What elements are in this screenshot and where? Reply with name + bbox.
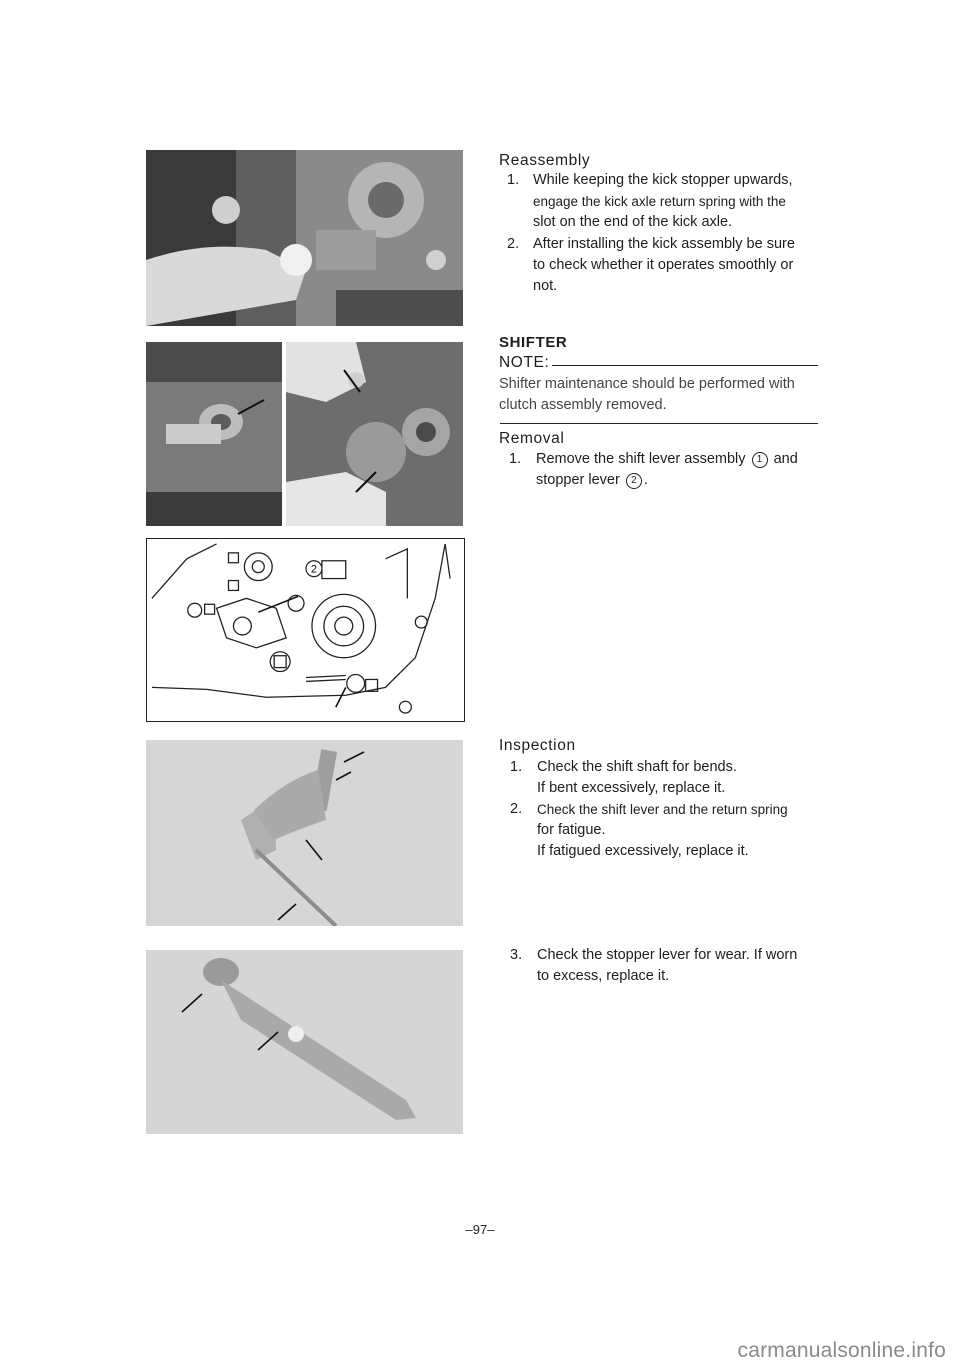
- step-line: Check the stopper lever for wear. If worn: [537, 947, 798, 963]
- inspection-step-1: [510, 757, 830, 799]
- inspection-step-2: [510, 799, 830, 862]
- removal-step-1: [509, 449, 829, 491]
- removal-heading: Removal: [499, 430, 565, 447]
- step-line: engage the kick axle return spring with the: [533, 194, 786, 209]
- removal-line-1: [536, 449, 829, 470]
- step-line: Check the shift shaft for bends.: [537, 759, 737, 775]
- step-number: 2.: [510, 801, 523, 817]
- note-line: clutch assembly removed.: [499, 397, 667, 413]
- stopper-lever-photo: [146, 950, 463, 1134]
- step-line: not.: [533, 278, 558, 294]
- shift-lever-removal-photo: [286, 342, 463, 526]
- shift-shaft-lever-photo: [146, 740, 463, 926]
- note-text: [499, 374, 829, 416]
- step-line: to check whether it operates smoothly or: [533, 257, 794, 273]
- shifter-diagram: [146, 538, 465, 722]
- reassembly-step-2: [507, 234, 827, 297]
- step-number: 1.: [510, 759, 523, 775]
- page-number: –97–: [465, 1222, 495, 1237]
- step-number: 3.: [510, 947, 523, 963]
- note-line: Shifter maintenance should be performed with: [499, 376, 795, 392]
- step-line: If fatigued excessively, replace it.: [537, 843, 749, 859]
- shift-shaft-photo: [146, 342, 282, 526]
- step-number: 1.: [509, 451, 522, 467]
- removal-line-1-text: Remove the shift lever assembly: [536, 451, 746, 467]
- kick-assembly-photo: [146, 150, 463, 326]
- step-line: While keeping the kick stopper upwards,: [533, 172, 793, 188]
- step-line: After installing the kick assembly be sure: [533, 236, 795, 252]
- removal-line-1-suffix: and: [773, 451, 798, 467]
- removal-line-2-text: stopper lever: [536, 472, 620, 488]
- shifter-heading: SHIFTER: [499, 334, 568, 351]
- callout-2: 2: [626, 473, 642, 489]
- watermark: carmanualsonline.info: [737, 1339, 946, 1362]
- note-rule-top: [552, 365, 818, 366]
- removal-line-2: [536, 470, 829, 491]
- step-line: slot on the end of the kick axle.: [533, 214, 733, 230]
- step-line: for fatigue.: [537, 822, 606, 838]
- step-line: If bent excessively, replace it.: [537, 780, 726, 796]
- reassembly-step-1: [507, 170, 827, 233]
- step-number: 2.: [507, 236, 520, 252]
- step-number: 1.: [507, 172, 520, 188]
- note-rule-bottom: [500, 423, 818, 424]
- callout-1: 1: [752, 452, 768, 468]
- diagram-label-2: 2: [310, 563, 317, 576]
- step-line: Check the shift lever and the return spring: [537, 802, 788, 817]
- removal-line-2-suffix: .: [643, 472, 648, 488]
- inspection-heading: Inspection: [499, 737, 576, 754]
- note-label: NOTE:: [499, 354, 550, 371]
- step-line: to excess, replace it.: [537, 968, 670, 984]
- reassembly-heading: Reassembly: [499, 152, 591, 169]
- inspection-step-3: [510, 945, 830, 987]
